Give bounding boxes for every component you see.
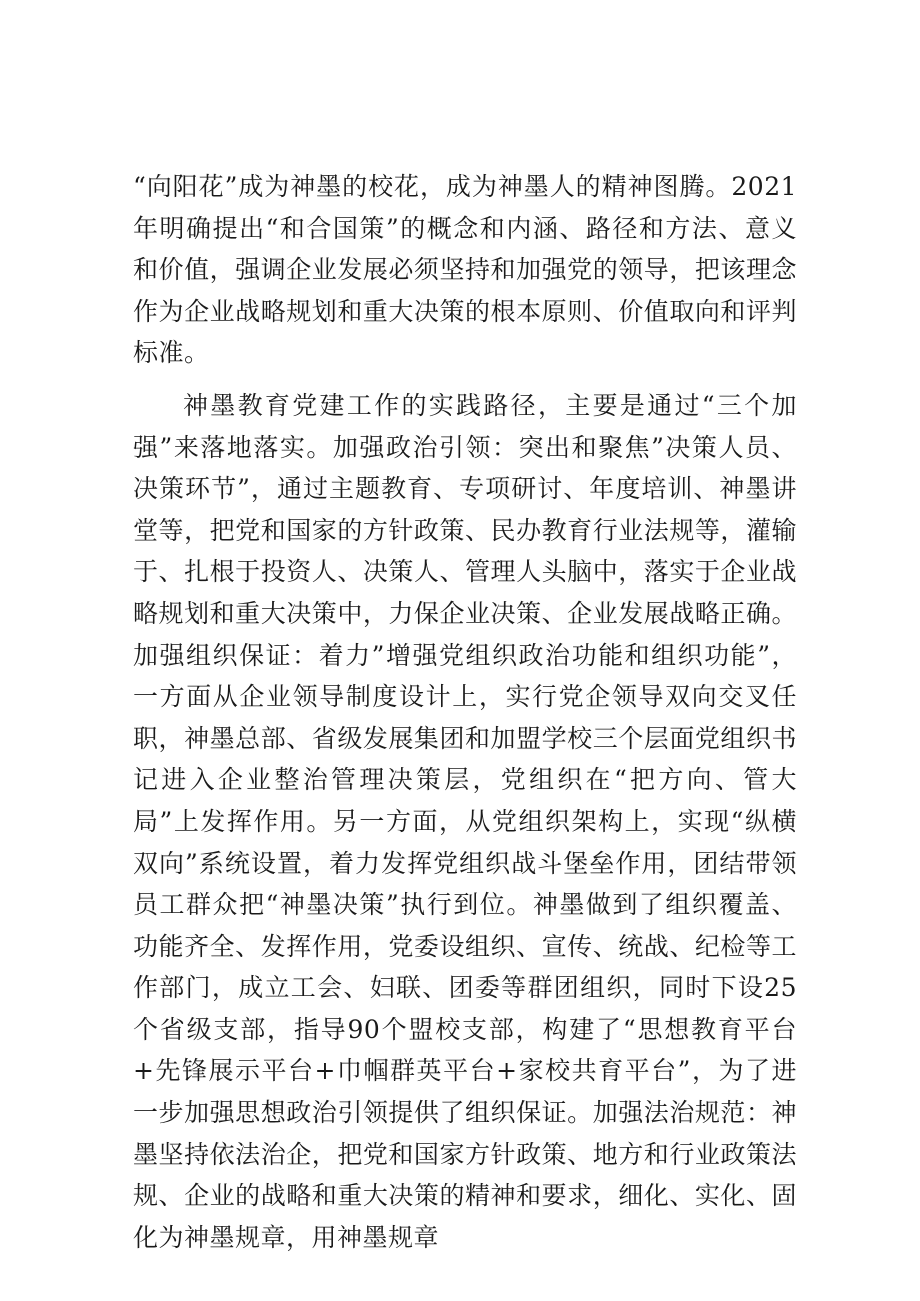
document-body <box>133 166 797 1258</box>
paragraph-1: “向阳花”成为神墨的校花，成为神墨人的精神图腾。2021年明确提出“和合国策”的概念和内涵、路径和方法、意义和价值，强调企业发展必须坚持和加强党的领导，把该理念作为企业战略规划和重大决策的根本原则、价值取向和评判标准。 <box>133 172 797 368</box>
paragraph-2: 神墨教育党建工作的实践路径，主要是通过“三个加强”来落地落实。加强政治引领：突出和聚焦”决策人员、决策环节”，通过主题教育、专项研讨、年度培训、神墨讲堂等，把党和国家的方针政策、民办教育行业法规等，灌输于、扎根于投资人、决策人、管理人头脑中，落实于企业战略规划和重大决策中，力保企业决策、企业发展战略正确。加强组织保证：着力”增强党组织政治功能和组织功能”，一方面从企业领导制度设计上，实行党企领导双向交叉任职，神墨总部、省级发展集团和加盟学校三个层面党组织书记进入企业整治管理决策层，党组织在“把方向、管大局”上发挥作用。另一方面，从党组织架构上，实现“纵横双向”系统设置，着力发挥党组织战斗堡垒作用，团结带领员工群众把“神墨决策”执行到位。神墨做到了组织覆盖、功能齐全、发挥作用，党委设组织、宣传、统战、纪检等工作部门，成立工会、妇联、团委等群团组织，同时下设25个省级支部，指导90个盟校支部，构建了“思想教育平台+先锋展示平台+巾帼群英平台+家校共育平台”，为了进一步加强思想政治引领提供了组织保证。加强法治规范：神墨坚持依法治企，把党和国家方针政策、地方和行业政策法规、企业的战略和重大决策的精神和要求，细化、实化、固化为神墨规章，用神墨规章 <box>133 390 797 1252</box>
